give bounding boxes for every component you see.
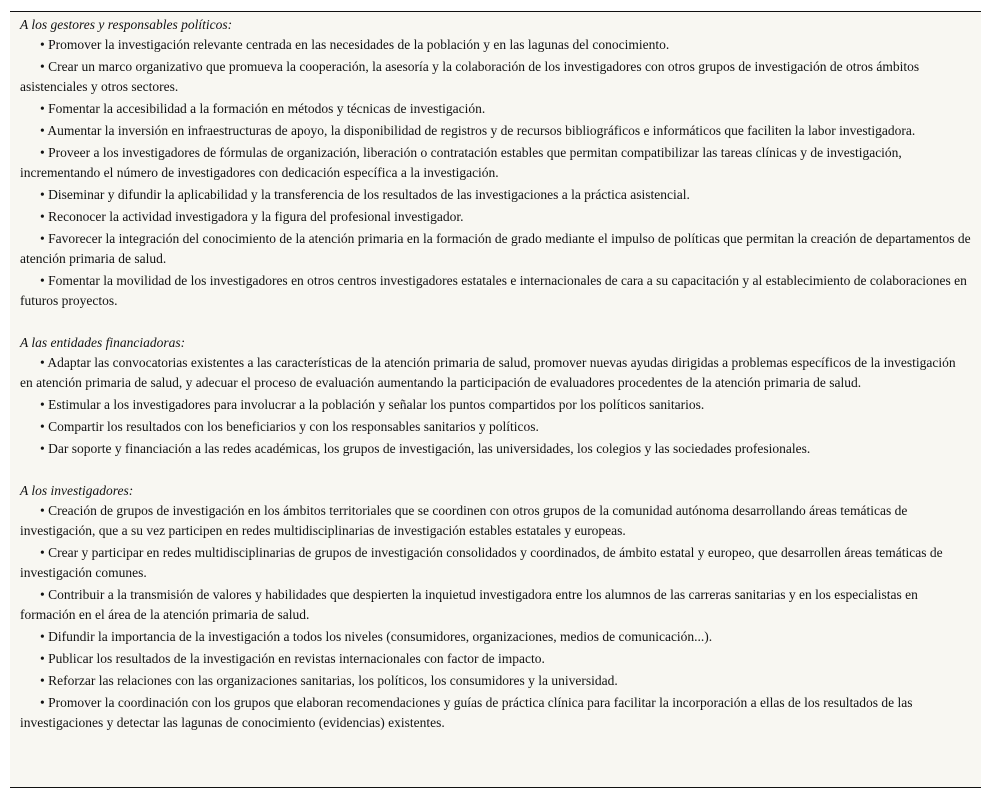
recommendations-table (10, 11, 981, 788)
list-item: • Promover la investigación relevante centrada en las necesidades de la población y en las lagunas del conocimiento. (40, 37, 670, 52)
section-funders (20, 333, 971, 459)
section-title: A los investigadores: (20, 483, 134, 498)
list-item: • Crear un marco organizativo que promueva la cooperación, la asesoría y la colaboración de los investigadores con otros grupos de investigación de otros ámbitos asistenciales y otros sectores. (20, 59, 920, 94)
section-spacer (20, 461, 971, 481)
list-item: • Proveer a los investigadores de fórmulas de organización, liberación o contratación estables que permitan compatibilizar las tareas clínicas y de investigación, incrementando el número de investigadores con dedicación específica a la investigación. (20, 145, 902, 180)
list-item: • Reforzar las relaciones con las organizaciones sanitarias, los políticos, los consumidores y la universidad. (40, 673, 618, 688)
list-item: • Difundir la importancia de la investigación a todos los niveles (consumidores, organizaciones, medios de comunicación...). (40, 629, 713, 644)
section-researchers (20, 481, 971, 733)
section-policy-makers (20, 15, 971, 311)
list-item: • Aumentar la inversión en infraestructuras de apoyo, la disponibilidad de registros y de recursos bibliográficos e informáticos que faciliten la labor investigadora. (40, 123, 916, 138)
list-item: • Reconocer la actividad investigadora y la figura del profesional investigador. (40, 209, 464, 224)
list-item: • Crear y participar en redes multidisciplinarias de grupos de investigación consolidados y coordinados, de ámbito estatal y europeo, que desarrollen áreas temáticas de investigación comunes. (20, 545, 943, 580)
section-spacer (20, 313, 971, 333)
list-item: • Promover la coordinación con los grupos que elaboran recomendaciones y guías de práctica clínica para facilitar la incorporación a ellas de los resultados de las investigaciones y detectar las lagunas de conocimiento (evidencias) existentes. (20, 695, 913, 730)
list-item: • Estimular a los investigadores para involucrar a la población y señalar los puntos compartidos por los políticos sanitarios. (40, 397, 705, 412)
section-title: A los gestores y responsables políticos: (20, 17, 233, 32)
list-item: • Compartir los resultados con los beneficiarios y con los responsables sanitarios y políticos. (40, 419, 539, 434)
list-item: • Contribuir a la transmisión de valores y habilidades que despierten la inquietud investigadora entre los alumnos de las carreras sanitarias y en los especialistas en formación en el área de la atención primaria de salud. (20, 587, 918, 622)
list-item: • Adaptar las convocatorias existentes a las características de la atención primaria de salud, promover nuevas ayudas dirigidas a problemas específicos de la investigación en atención primaria de salud, y adecuar el proceso de evaluación aumentando la participación de evaluadores procedentes de la atención primaria de salud. (20, 355, 956, 390)
list-item: • Publicar los resultados de la investigación en revistas internacionales con factor de impacto. (40, 651, 545, 666)
section-title: A las entidades financiadoras: (20, 335, 186, 350)
list-item: • Diseminar y difundir la aplicabilidad y la transferencia de los resultados de las investigaciones a la práctica asistencial. (40, 187, 690, 202)
list-item: • Favorecer la integración del conocimiento de la atención primaria en la formación de grado mediante el impulso de políticas que permitan la creación de departamentos de atención primaria de salud. (20, 231, 971, 266)
list-item: • Fomentar la movilidad de los investigadores en otros centros investigadores estatales e internacionales de cara a su capacitación y al establecimiento de colaboraciones en futuros proyectos. (20, 273, 967, 308)
list-item: • Dar soporte y financiación a las redes académicas, los grupos de investigación, las universidades, los colegios y las sociedades profesionales. (40, 441, 811, 456)
list-item: • Creación de grupos de investigación en los ámbitos territoriales que se coordinen con otros grupos de la comunidad autónoma desarrollando áreas temáticas de investigación, que a su vez participen en redes multidisciplinarias de investigación estables estatales y europeas. (20, 503, 908, 538)
list-item: • Fomentar la accesibilidad a la formación en métodos y técnicas de investigación. (40, 101, 486, 116)
